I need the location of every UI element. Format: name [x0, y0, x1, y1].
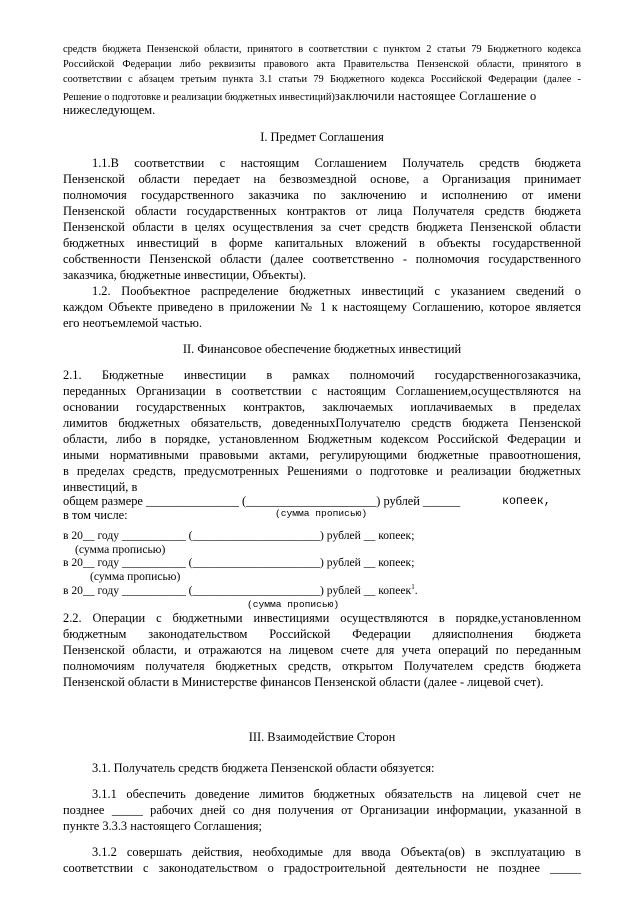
- year-amount-end: .: [414, 584, 418, 597]
- paragraph-line: заказчика, бюджетные инвестиции, Объекты).: [63, 268, 307, 282]
- paragraph-line: полномочия государственного заказчика по заключению и исполнению от имени: [63, 188, 581, 202]
- paragraph-line: 3.1.2 совершать действия, необходимые для ввода Объекта(ов) в эксплуатацию в: [92, 845, 581, 859]
- intro-line: соответствии с абзацем третьим пункта 3.1 статьи 79 Бюджетного кодекса Российской Федерации (далее -: [63, 74, 581, 85]
- section-title: III. Взаимодействие Сторон: [248, 730, 396, 744]
- section-title: II. Финансовое обеспечение бюджетных инвестиций: [182, 342, 462, 356]
- paragraph-line: позднее _____ рабочих дней со дня получения от Организации информации, указанной в: [63, 803, 581, 817]
- paragraph-line: лимитов бюджетных обязательств, доведенныхПолучателю средств бюджета Пензенской: [63, 416, 581, 430]
- paragraph-line: пункте 3.3.3 настоящего Соглашения;: [63, 819, 262, 833]
- paragraph-line: 3.1.1 обеспечить доведение лимитов бюджетных обязательств на лицевой счет не: [92, 787, 581, 801]
- intro-line-part: Решение о подготовке и реализации бюджетных инвестиций): [63, 92, 335, 103]
- paragraph-line: бюджетным законодательством Российской Федерации дляисполнения бюджета: [63, 627, 581, 641]
- paragraph-line: собственности Пензенской области (далее соответственно - полномочия государственного: [63, 252, 581, 266]
- paragraph-line: Пензенской области государственных контрактов от лица Получателя средств бюджета: [63, 204, 581, 218]
- year-amount-line: [63, 584, 418, 597]
- paragraph-line: каждом Объекте приведено в приложении № 1 к настоящему Соглашению, которое является: [63, 300, 581, 314]
- section-title: I. Предмет Соглашения: [260, 130, 384, 144]
- year-amount-line: в 20__ году ___________ (______________________) рублей __ копеек;: [63, 529, 415, 542]
- paragraph-line: области, либо в порядке, установленном Бюджетным кодексом Российской Федерации и: [63, 432, 581, 446]
- including-label: в том числе:: [63, 508, 128, 522]
- year-amount-text: в 20__ году ___________ (______________________) рублей __ копеек: [63, 584, 412, 597]
- paragraph-line: Пензенской области, и отражаются на лицевом счете для учета операций по переданным: [63, 643, 581, 657]
- paragraph-line: в пределах средств, предусмотренных Решениями о подготовке и реализации бюджетных: [63, 464, 581, 478]
- year-amount-line: в 20__ году ___________ (______________________) рублей __ копеек;: [63, 556, 415, 569]
- sum-hint: (сумма прописью): [75, 543, 166, 556]
- paragraph-line: основании государственных контрактов, заключаемых иоплачиваемых в пределах: [63, 400, 581, 414]
- total-kopeks: копеек,: [502, 495, 551, 508]
- paragraph-line: инвестиций, в: [63, 480, 138, 494]
- paragraph-line: Пензенской области в целях осуществления за счет средств бюджета Пензенской области: [63, 220, 581, 234]
- paragraph-line: Пензенской области передает на безвозмездной основе, а Организация принимает: [63, 172, 581, 186]
- paragraph-line: 2.2. Операции с бюджетными инвестициями осуществляются в порядке,установленном: [63, 611, 581, 625]
- paragraph-line: бюджетных инвестиций в форме капитальных вложений в объекты государственной: [63, 236, 581, 250]
- paragraph-line: 3.1. Получатель средств бюджета Пензенской области обязуется:: [92, 761, 435, 775]
- paragraph-line: иными нормативными правовыми актами, регулирующими бюджетные правоотношения,: [63, 448, 581, 462]
- paragraph-line: его неотъемлемой частью.: [63, 316, 202, 330]
- paragraph-line: 2.1. Бюджетные инвестиции в рамках полномочий государственногозаказчика,: [63, 368, 581, 382]
- intro-line-part: заключили настоящее Соглашение о: [334, 89, 537, 103]
- sum-hint: (сумма прописью): [247, 599, 340, 610]
- paragraph-line: полномочиям получателя бюджетных средств, открытом Получателем средств бюджета: [63, 659, 581, 673]
- total-amount-line: общем размере _______________ (_____________________) рублей ______: [63, 494, 461, 508]
- intro-line: нижеследующем.: [63, 103, 156, 117]
- sum-hint: (сумма прописью): [90, 570, 181, 583]
- intro-line: средств бюджета Пензенской области, принятого в соответствии с пунктом 2 статьи 79 Бюджетного кодекса: [63, 44, 581, 55]
- paragraph-line: 1.1.В соответствии с настоящим Соглашением Получатель средств бюджета: [92, 156, 581, 170]
- intro-line: Российской Федерации либо реквизиты правового акта Правительства Пензенской области, принятого в: [63, 59, 581, 70]
- paragraph-line: Пензенской области в Министерстве финансов Пензенской области (далее - лицевой счет).: [63, 675, 544, 689]
- paragraph-line: 1.2. Пообъектное распределение бюджетных инвестиций с указанием сведений о: [92, 284, 581, 298]
- paragraph-line: соответствии с законодательством о градостроительной деятельности не позднее _____: [63, 861, 581, 875]
- paragraph-line: переданных Организации в соответствии с настоящим Соглашением,осуществляются на: [63, 384, 581, 398]
- sum-hint: (сумма прописью): [275, 508, 368, 519]
- footnote-marker: 1: [411, 583, 415, 592]
